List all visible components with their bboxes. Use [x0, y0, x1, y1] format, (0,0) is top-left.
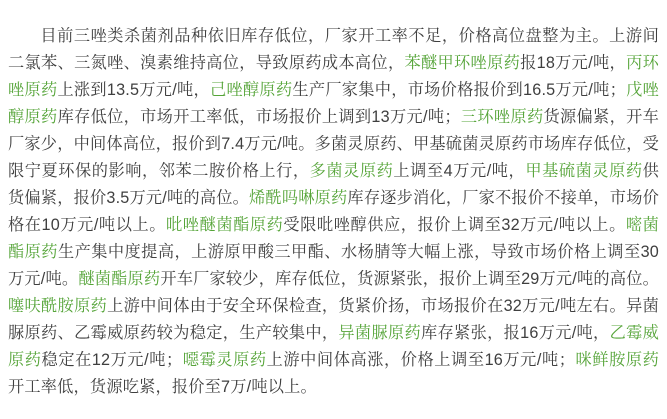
product-keyword-link[interactable]: 三环唑原药: [460, 108, 544, 127]
body-text-run: 库存逐步消化，厂家不报价不接单，市场价格在10万元/吨以上。: [8, 189, 659, 235]
product-keyword-link[interactable]: 噻呋酰胺原药: [8, 297, 108, 316]
body-text-run: 上涨到13.5万元/吨，: [57, 81, 210, 100]
body-text-run: 上游中间体由于安全环保检查，货紧价扬，市场报价在32万元/吨左右。异菌脲原药、乙霉威原药较为稳定，生产较集中，: [8, 297, 659, 343]
product-keyword-link[interactable]: 戊唑醇原药: [8, 81, 660, 127]
product-keyword-link[interactable]: 烯酰吗啉原药: [249, 189, 348, 208]
body-text-run: 受限吡唑醇供应，报价上调至32万元/吨以上。: [283, 216, 626, 235]
product-keyword-link[interactable]: 嘧菌酯原药: [8, 216, 659, 262]
body-text-run: 供货偏紧，报价3.5万元/吨的高位。: [8, 162, 659, 208]
product-keyword-link[interactable]: 甲基硫菌灵原药: [525, 162, 643, 181]
body-text-run: 库存低位，市场开工率低，市场报价上调到13万元/吨；: [57, 108, 461, 127]
market-report-paragraph: [0, 16, 667, 401]
product-keyword-link[interactable]: 苯醚甲环唑原药: [404, 54, 521, 73]
body-text-run: 目前三唑类杀菌剂品种依旧库存低位，厂家开工率不足，价格高位盘整为主。上游间二氯苯、三氮唑、溴素维持高位，导致原药成本高位，: [8, 27, 659, 73]
product-keyword-link[interactable]: 噁霉灵原药: [182, 351, 267, 370]
body-text-run: 开工率低，货源吃紧，报价至7万/吨以上。: [8, 378, 317, 397]
body-text-run: 库存紧张，报16万元/吨，: [421, 324, 610, 343]
body-text-run: 生产集中度提高，上游原甲酸三甲酯、水杨腈等大幅上涨，导致市场价格上调至30万元/吨。: [8, 243, 659, 289]
product-keyword-link[interactable]: 乙霉威原药: [8, 324, 660, 370]
product-keyword-link[interactable]: 异菌脲原药: [338, 324, 422, 343]
body-text-run: 上游中间体高涨，价格上调至16万元/吨；: [266, 351, 576, 370]
body-text-run: 稳定在12万元/吨；: [41, 351, 183, 370]
product-keyword-link[interactable]: 丙环唑原药: [8, 54, 659, 100]
product-keyword-link[interactable]: 吡唑醚菌酯原药: [166, 216, 284, 235]
body-text-run: 货源偏紧，开车厂家少，中间体高位，报价到7.4万元/吨。多菌灵原药、甲基硫菌灵原药市场库存低位，受限宁夏环保的影响，邻苯二胺价格上行，: [8, 108, 659, 181]
body-text-run: 生产厂家集中，市场价格报价到16.5万元/吨；: [292, 81, 627, 100]
body-text-run: 报18万元/吨，: [520, 54, 627, 73]
product-keyword-link[interactable]: 咪鲜胺原药: [575, 351, 659, 370]
body-text-run: 开车厂家较少，库存低位，货源紧张，报价上调至29万元/吨的高位。: [160, 270, 660, 289]
product-keyword-link[interactable]: 醚菌酯原药: [78, 270, 161, 289]
product-keyword-link[interactable]: 多菌灵原药: [309, 162, 394, 181]
product-keyword-link[interactable]: 己唑醇原药: [209, 81, 293, 100]
body-text-run: 上调至4万元/吨，: [393, 162, 526, 181]
